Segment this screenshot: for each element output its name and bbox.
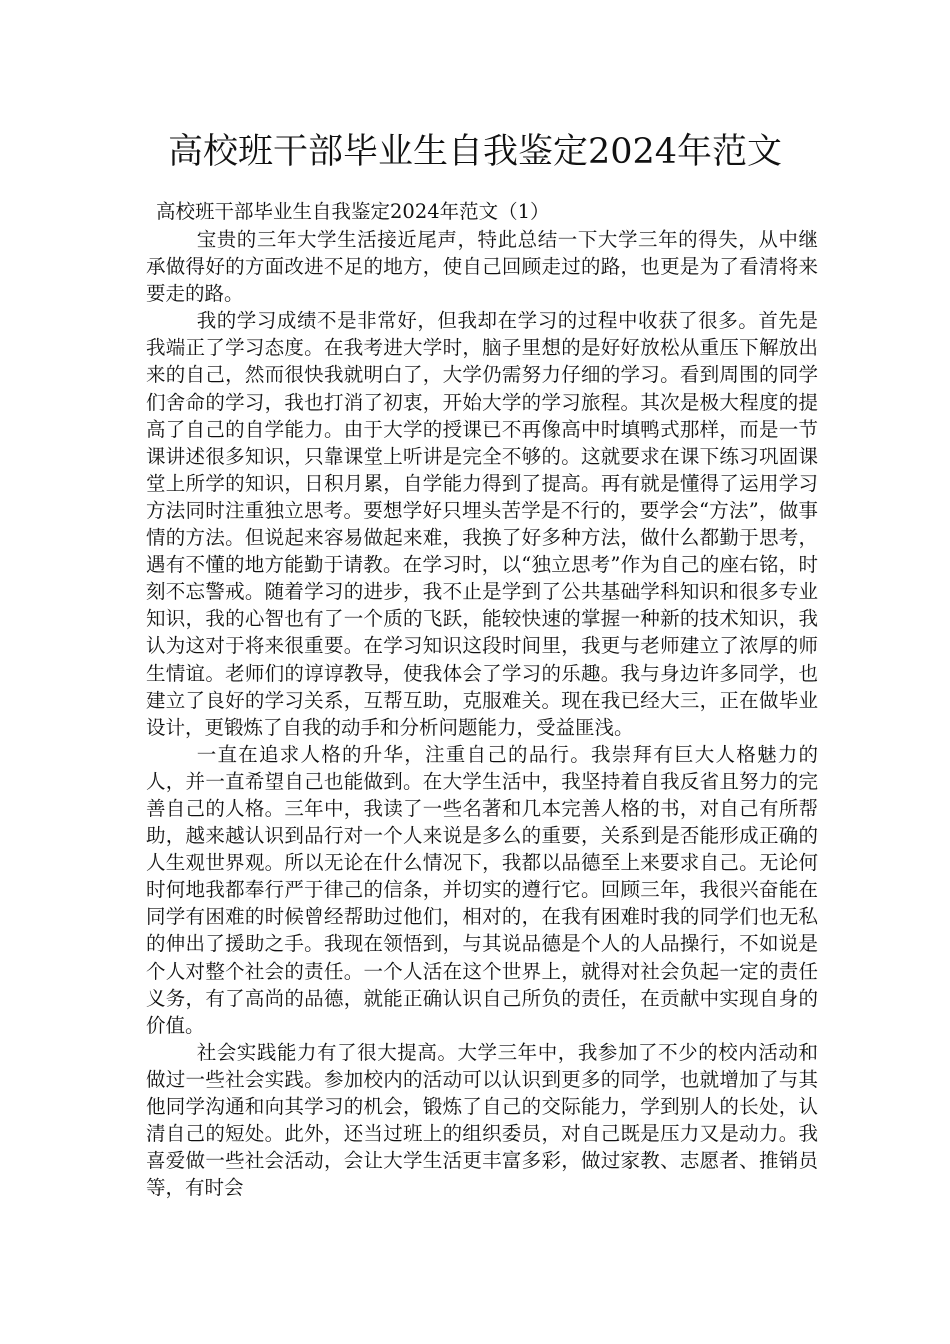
document-title: 高校班干部毕业生自我鉴定2024年范文	[167, 132, 783, 172]
document-body	[146, 226, 818, 1201]
paragraph-4: 社会实践能力有了很大提高。大学三年中，我参加了不少的校内活动和做过一些社会实践。参加校内的活动可以认识到更多的同学，也就增加了与其他同学沟通和向其学习的机会，锻炼了自己的交际能力，学到别人的长处，认清自己的短处。此外，还当过班上的组织委员，对自己既是压力又是动力。我喜爱做一些社会活动，会让大学生活更丰富多彩，做过家教、志愿者、推销员等，有时会	[146, 1040, 818, 1200]
document-subtitle: 高校班干部毕业生自我鉴定2024年范文（1）	[156, 200, 550, 223]
paragraph-1: 宝贵的三年大学生活接近尾声，特此总结一下大学三年的得失，从中继承做得好的方面改进不足的地方，使自己回顾走过的路，也更是为了看清将来要走的路。	[146, 228, 818, 306]
paragraph-3: 一直在追求人格的升华，注重自己的品行。我崇拜有巨大人格魅力的人，并一直希望自己也能做到。在大学生活中，我坚持着自我反省且努力的完善自己的人格。三年中，我读了一些名著和几本完善人格的书，对自己有所帮助，越来越认识到品行对一个人来说是多么的重要，关系到是否能形成正确的人生观世界观。所以无论在什么情况下，我都以品德至上来要求自己。无论何时何地我都奉行严于律己的信条，并切实的遵行它。回顾三年，我很兴奋能在同学有困难的时候曾经帮助过他们，相对的，在我有困难时我的同学们也无私的伸出了援助之手。我现在领悟到，与其说品德是个人的人品操行，不如说是个人对整个社会的责任。一个人活在这个世界上，就得对社会负起一定的责任义务，有了高尚的品德，就能正确认识自己所负的责任，在贡献中实现自身的价值。	[146, 742, 818, 1037]
paragraph-2: 我的学习成绩不是非常好，但我却在学习的过程中收获了很多。首先是我端正了学习态度。在我考进大学时，脑子里想的是好好放松从重压下解放出来的自己，然而很快我就明白了，大学仍需努力仔细的学习。看到周围的同学们舍命的学习，我也打消了初衷，开始大学的学习旅程。其次是极大程度的提高了自己的自学能力。由于大学的授课已不再像高中时填鸭式那样，而是一节课讲述很多知识，只靠课堂上听讲是完全不够的。这就要求在课下练习巩固课堂上所学的知识，日积月累，自学能力得到了提高。再有就是懂得了运用学习方法同时注重独立思考。要想学好只埋头苦学是不行的，要学会“方法”，做事情的方法。但说起来容易做起来难，我换了好多种方法，做什么都勤于思考，遇有不懂的地方能勤于请教。在学习时，以“独立思考”作为自己的座右铭，时刻不忘警戒。随着学习的进步，我不止是学到了公共基础学科知识和很多专业知识，我的心智也有了一个质的飞跃，能较快速的掌握一种新的技术知识，我认为这对于将来很重要。在学习知识这段时间里，我更与老师建立了浓厚的师生情谊。老师们的谆谆教导，使我体会了学习的乐趣。我与身边许多同学，也建立了良好的学习关系，互帮互助，克服难关。现在我已经大三，正在做毕业设计，更锻炼了自我的动手和分析问题能力，受益匪浅。	[146, 309, 818, 739]
